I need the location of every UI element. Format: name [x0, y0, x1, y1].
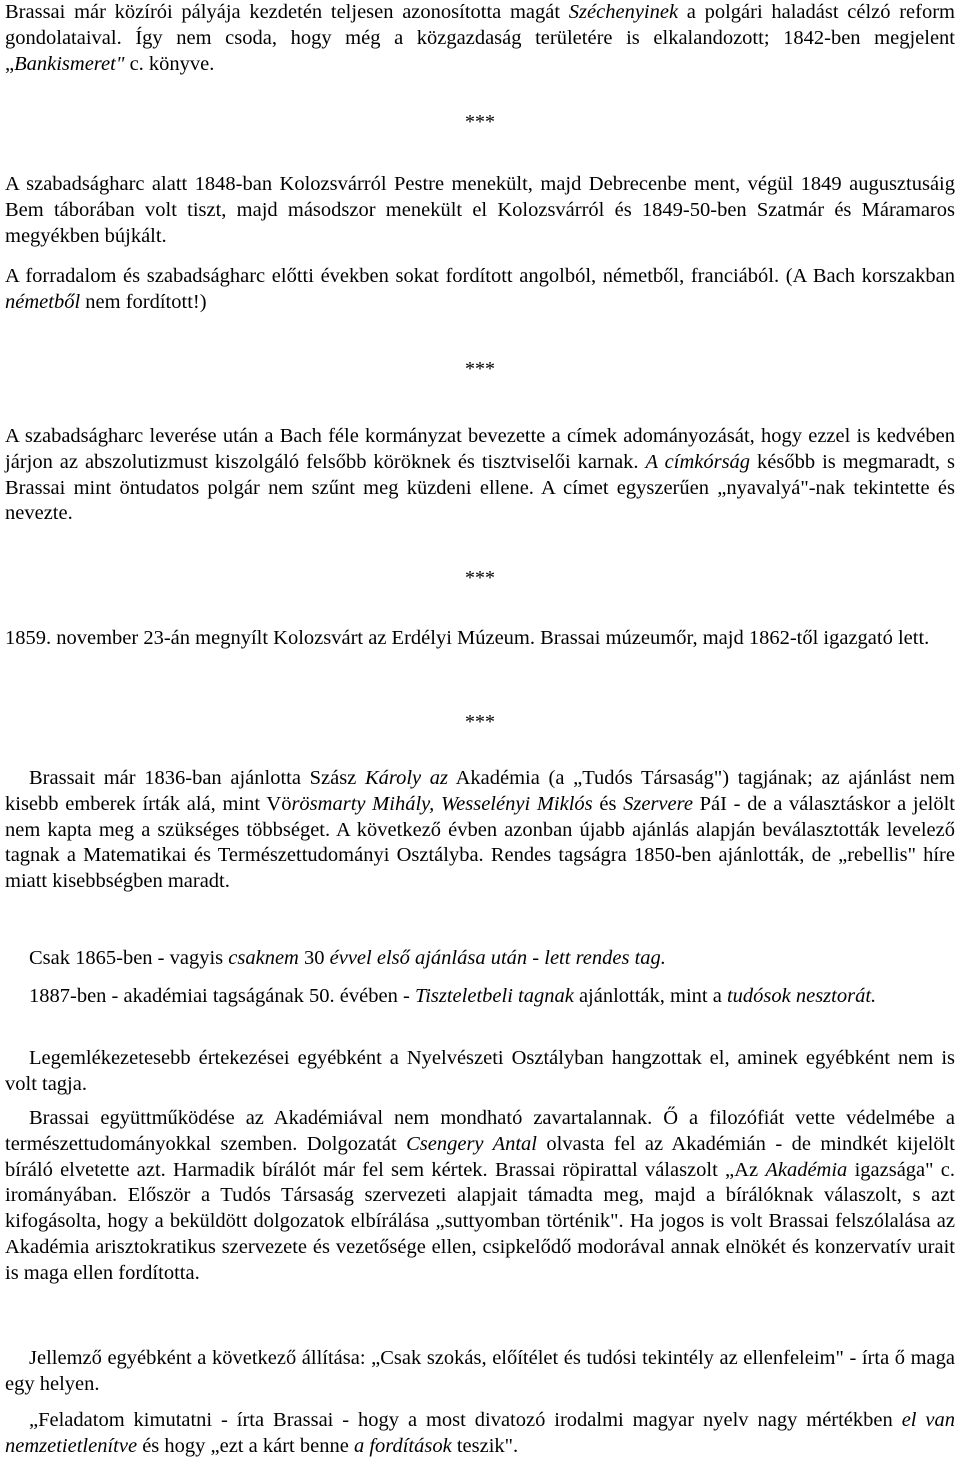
paragraph-jellemzo	[5, 1346, 955, 1398]
italic-text: el van nemzetietlenítve	[5, 1409, 955, 1457]
italic-text: Károly az	[364, 767, 449, 789]
text-run: később is megmaradt, s Brassai mint öntudatos polgár nem szűnt meg küzdeni ellene. A címet egyszerűen „nyavalyá"-nak tekintette és nevezte.	[5, 450, 955, 525]
italic-text: Szervere	[623, 792, 693, 815]
section-separator: ***	[465, 358, 495, 380]
text-run: a polgári haladást célzó reform gondolataival. Így nem csoda, hogy még a közgazdaság területére is elkalandozott; 1842-ben megjelent „	[5, 1, 955, 75]
text-run: 1887-ben - akadémiai tagságának 50. évében -	[29, 985, 415, 1007]
text-run: A forradalom és szabadságharc előtti években sokat fordított angolból, németből, franciából. (A Bach korszakban	[5, 265, 955, 287]
italic-text: rösmarty Mihály, Wesselényi Miklós	[291, 792, 593, 815]
paragraph-szabadsagharc	[5, 172, 955, 249]
text-run: Brassai már közírói pályája kezdetén teljesen azonosította magát	[5, 1, 569, 23]
text-run: c. könyve.	[124, 52, 215, 75]
italic-text: Bankismeret"	[14, 52, 125, 75]
text-run: 30	[298, 947, 330, 969]
italic-text: csaknem	[228, 947, 299, 969]
section-separator: ***	[465, 711, 495, 733]
paragraph-akademia-ajanlas	[5, 766, 955, 895]
text-run: Legemlékezetesebb értekezései egyébként a Nyelvészeti Osztályban hangzottak el, aminek egyébként nem is volt tagja.	[5, 1047, 955, 1095]
text-run: Akadémia (a „Tudós Társaság") tagjának; az ajánlást nem kisebb emberek írták alá, mint V	[5, 767, 955, 815]
text-run: Csak 1865-ben - vagyis	[29, 947, 229, 969]
paragraph-nyelveszeti	[5, 1046, 955, 1098]
text-run: igazsága" c. irományában. Először a Tudós Társaság szervezeti alapjait támadta meg, majd a bírálóknak válaszolt, s azt kifogásolta, hogy a beküldött dolgozatok elbírálása „suttyomban történik". Ha jogos is volt Brassai felszólalása az Akadémia arisztokratikus szervezete és vezetősége ellen, csipkelődő modorával annak elnökét és konzervatív urait is maga ellen fordította.	[5, 1158, 955, 1284]
text-run: 1859. november 23-án megnyílt Kolozsvárt az Erdélyi Múzeum. Brassai múzeumőr, majd 1862-től igazgató lett.	[5, 627, 930, 649]
text-run: és	[592, 792, 624, 815]
text-run: „Feladatom kimutatni - írta Brassai - hogy a most divatozó irodalmi magyar nyelv nagy mértékben	[29, 1409, 902, 1431]
text-run: Jellemző egyébként a következő állítása: „Csak szokás, előítélet és tudósi tekintély az ellenfeleim" - írta ő maga egy helyen.	[5, 1347, 955, 1395]
text-run: A szabadságharc leverése után a Bach féle kormányzat bevezette a címek adományozását, hogy ezzel is kedvében járjon az abszolutizmust kiszolgáló felsőbb köröknek és tisztviselői karnak.	[5, 425, 955, 473]
text-run: Brassai együttműködése az Akadémiával nem mondható zavartalannak. Ő a filozófiát vette védelmébe a természettudományokkal szemben. Dolgozatát	[5, 1107, 955, 1155]
paragraph-muzeum	[5, 626, 955, 652]
italic-text: tudósok nesztorát.	[726, 985, 877, 1007]
paragraph-egyuttmukodes	[5, 1106, 955, 1287]
italic-text: a fordítások	[353, 1434, 452, 1457]
paragraph-rendes-tag	[5, 946, 955, 972]
text-run: és hogy „ezt a kárt benne	[137, 1434, 354, 1457]
text-run: A szabadságharc alatt 1848-ban Kolozsvárról Pestre menekült, majd Debrecenbe ment, végül 1849 augusztusáig Bem táborában volt tiszt, majd másodszor menekült el Kolozsvárról és 1849-50-ben Szatmár és Máramaros megyékben bújkált.	[5, 173, 955, 247]
italic-text: Tiszteletbeli tagnak	[414, 985, 574, 1007]
paragraph-tiszteletbeli-tag	[5, 984, 955, 1010]
paragraph-forditasok	[5, 264, 955, 316]
italic-text: évvel első ajánlása után - lett rendes tag.	[329, 947, 666, 969]
paragraph-cimkorsag	[5, 424, 955, 527]
italic-text: Akadémia	[765, 1158, 848, 1181]
text-run: PáI - de a választáskor a jelölt nem kapta meg a szükséges többséget. A következő évben azonban újabb ajánlás alapján beválasztották levelező tagnak a Matematikai és Természettudományi Osztályba. Rendes tagságra 1850-ben ajánlották, de „rebellis" híre miatt kisebbségben maradt.	[5, 792, 956, 893]
text-run: olvasta fel az Akadémián - de mindkét kijelölt bíráló elvetette azt. Harmadik bírálót már fel sem kértek. Brassai röpirattal válaszolt „Az	[5, 1132, 956, 1181]
text-run: ö	[281, 792, 292, 815]
text-run: teszik".	[451, 1434, 519, 1457]
section-separator: ***	[465, 111, 495, 133]
italic-text: németből	[5, 290, 81, 313]
section-separator: ***	[465, 567, 495, 589]
italic-text: Széchenyinek	[568, 1, 679, 23]
text-run: nem fordított!)	[80, 290, 207, 313]
italic-text: Csengery Antal	[406, 1132, 537, 1155]
italic-text: A címkórság	[645, 450, 751, 473]
paragraph-feladatom	[5, 1408, 955, 1460]
text-run: Brassait már 1836-ban ajánlotta Szász	[29, 767, 365, 789]
paragraph-szechenyi	[5, 0, 955, 77]
text-run: ajánlották, mint a	[573, 985, 727, 1007]
